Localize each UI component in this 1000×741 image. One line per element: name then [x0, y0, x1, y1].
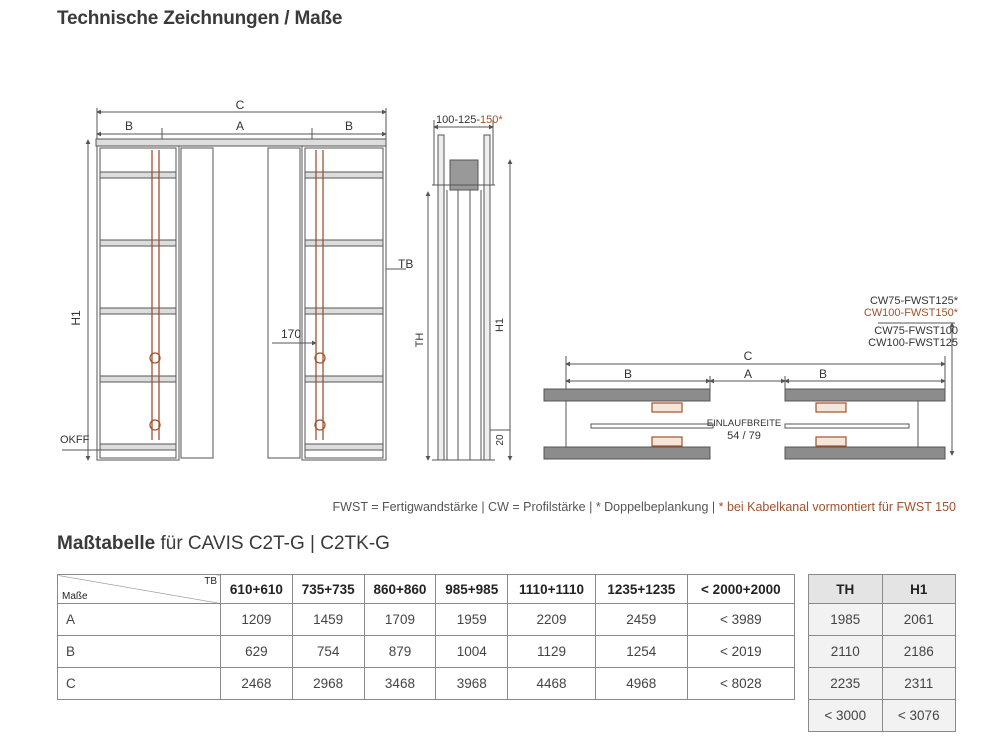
table-cell: 2968 — [292, 668, 364, 700]
table-row — [809, 636, 956, 668]
table-corner-cell: TB Maße — [58, 575, 221, 604]
table-cell: < 3000 — [809, 700, 883, 732]
plan-label-cw100-125: CW100-FWST125 — [868, 337, 958, 349]
table-cell: 2468 — [221, 668, 293, 700]
front-dim-c: C — [235, 98, 245, 112]
front-rails — [100, 172, 383, 450]
table-cell: 2235 — [809, 668, 883, 700]
plan-dim-a: A — [743, 367, 753, 381]
table-cell: < 2019 — [687, 636, 794, 668]
table-cell: 1209 — [221, 604, 293, 636]
table-cell: 2061 — [882, 604, 956, 636]
plan-dim-b-left: B — [623, 367, 633, 381]
table-column-header: < 2000+2000 — [687, 575, 794, 604]
frame-rail — [100, 376, 176, 382]
table-cell: 1959 — [436, 604, 508, 636]
front-dim-b-right: B — [344, 119, 354, 133]
table-cell: 4468 — [508, 668, 596, 700]
frame-rail — [305, 308, 383, 314]
table-cell: 3968 — [436, 668, 508, 700]
plan-label-cw75-125: CW75-FWST125* — [869, 295, 958, 307]
front-dim-a: A — [235, 119, 245, 133]
table-cell: 1129 — [508, 636, 596, 668]
table-header-row — [58, 575, 795, 604]
table-cell: 2186 — [882, 636, 956, 668]
plan-label-cw75-100: CW75-FWST100 — [874, 325, 958, 337]
table-cell: 754 — [292, 636, 364, 668]
table-cell: 2311 — [882, 668, 956, 700]
row-label: A — [58, 604, 221, 636]
h1-header: H1 — [882, 575, 956, 604]
table-cell: 2459 — [595, 604, 687, 636]
frame-rail — [305, 240, 383, 246]
section-dim-20: 20 — [495, 434, 506, 446]
table-cell: 2209 — [508, 604, 596, 636]
section-dim-th: TH — [414, 332, 426, 348]
height-table-header-row — [809, 575, 956, 604]
frame-rail — [100, 240, 176, 246]
table-cell: 629 — [221, 636, 293, 668]
table-column-header: 1235+1235 — [595, 575, 687, 604]
row-label: C — [58, 668, 221, 700]
frame-rail — [100, 444, 176, 450]
table-cell: 1254 — [595, 636, 687, 668]
table-column-header: 735+735 — [292, 575, 364, 604]
section-dim-top: 100-125-150* — [436, 114, 503, 126]
frame-rail — [100, 308, 176, 314]
table-cell: 1985 — [809, 604, 883, 636]
frame-rail — [305, 172, 383, 178]
th-header: TH — [809, 575, 883, 604]
table-cell: < 8028 — [687, 668, 794, 700]
plan-label-cw100-150: CW100-FWST150* — [863, 307, 958, 319]
front-view — [62, 108, 406, 460]
frame-rail — [100, 172, 176, 178]
table-row — [58, 604, 795, 636]
frame-rail — [305, 444, 383, 450]
plan-dim-c: C — [743, 349, 753, 363]
frame-rail — [305, 376, 383, 382]
table-row — [58, 636, 795, 668]
table-cell: 1459 — [292, 604, 364, 636]
plan-einlauf-label: EINLAUFBREITE — [706, 418, 782, 429]
plan-einlauf-value: 54 / 79 — [727, 430, 761, 442]
table-column-header: 610+610 — [221, 575, 293, 604]
front-dim-tb: TB — [398, 257, 414, 271]
table-cell: < 3989 — [687, 604, 794, 636]
section-dim-h1: H1 — [494, 317, 506, 333]
table-row — [809, 604, 956, 636]
table-cell: 4968 — [595, 668, 687, 700]
table-row — [58, 668, 795, 700]
row-label: B — [58, 636, 221, 668]
table-row — [809, 700, 956, 732]
table-column-header: 860+860 — [364, 575, 436, 604]
front-dim-h1: H1 — [69, 310, 83, 326]
plan-dim-b-right: B — [818, 367, 828, 381]
legend-text: FWST = Fertigwandstärke | CW = Profilstärke | * Doppelbeplankung | * bei Kabelkanal vormontiert für FWST 150 — [332, 500, 956, 514]
front-dim-b-left: B — [124, 119, 134, 133]
table-column-header: 1110+1110 — [508, 575, 596, 604]
table-column-header: 985+985 — [436, 575, 508, 604]
front-dim-170: 170 — [281, 327, 302, 341]
table-cell: 1004 — [436, 636, 508, 668]
table-cell: < 3076 — [882, 700, 956, 732]
page-title: Technische Zeichnungen / Maße — [57, 8, 343, 29]
table-cell: 3468 — [364, 668, 436, 700]
table-title: Maßtabelle für CAVIS C2T-G | C2TK-G — [57, 533, 390, 554]
table-cell: 879 — [364, 636, 436, 668]
table-cell: 1709 — [364, 604, 436, 636]
front-okff: OKFF — [60, 434, 90, 446]
dimension-table — [57, 574, 795, 700]
section-view — [428, 120, 510, 460]
height-table — [808, 574, 956, 732]
table-row — [809, 668, 956, 700]
table-cell: 2110 — [809, 636, 883, 668]
